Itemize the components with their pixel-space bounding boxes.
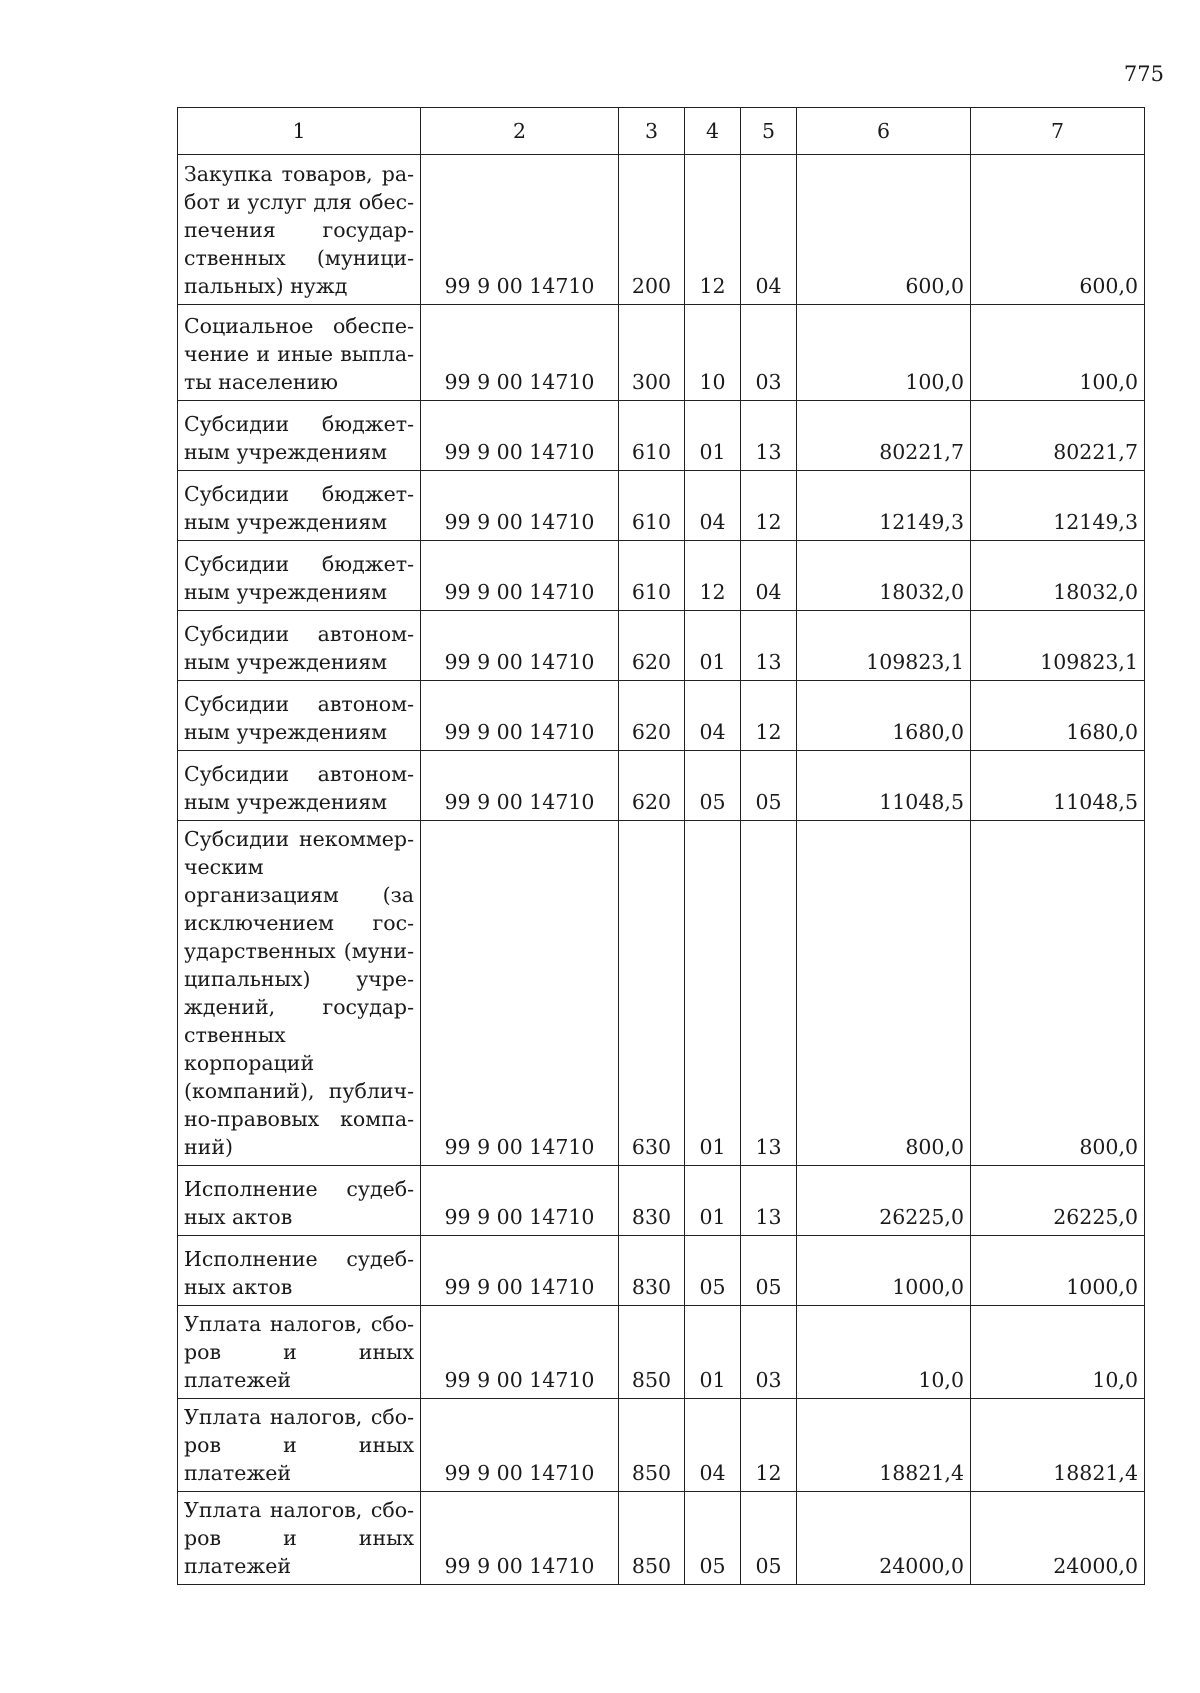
budget-table — [177, 107, 1145, 1585]
target-code-cell: 99 9 00 14710 — [421, 305, 619, 401]
amount-cell: 100,0 — [797, 305, 971, 401]
table-row — [178, 155, 1145, 305]
column-header: 1 — [178, 108, 421, 155]
expense-name-cell: Субсидии некоммерческим организациям (за исключением государственных (муниципальных) учреждений, государственных корпораций (компаний), публично-правовых компаний) — [178, 821, 421, 1166]
expense-type-cell: 200 — [619, 155, 685, 305]
expense-name-cell: Исполнение судебных актов — [178, 1166, 421, 1236]
amount-cell: 1000,0 — [797, 1236, 971, 1306]
amount-cell: 1680,0 — [971, 681, 1145, 751]
expense-type-cell: 850 — [619, 1399, 685, 1492]
section-cell: 12 — [685, 541, 741, 611]
subsection-cell: 03 — [741, 305, 797, 401]
amount-cell: 80221,7 — [797, 401, 971, 471]
amount-cell: 12149,3 — [971, 471, 1145, 541]
amount-cell: 26225,0 — [797, 1166, 971, 1236]
target-code-cell: 99 9 00 14710 — [421, 821, 619, 1166]
expense-type-cell: 850 — [619, 1492, 685, 1585]
table-row — [178, 1166, 1145, 1236]
subsection-cell: 05 — [741, 751, 797, 821]
amount-cell: 24000,0 — [797, 1492, 971, 1585]
table-row — [178, 1306, 1145, 1399]
table-row — [178, 611, 1145, 681]
expense-name-cell: Субсидии бюджетным учреждениям — [178, 401, 421, 471]
target-code-cell: 99 9 00 14710 — [421, 1236, 619, 1306]
target-code-cell: 99 9 00 14710 — [421, 471, 619, 541]
section-cell: 05 — [685, 1236, 741, 1306]
column-header: 5 — [741, 108, 797, 155]
amount-cell: 24000,0 — [971, 1492, 1145, 1585]
amount-cell: 600,0 — [797, 155, 971, 305]
amount-cell: 1680,0 — [797, 681, 971, 751]
section-cell: 01 — [685, 1166, 741, 1236]
amount-cell: 109823,1 — [971, 611, 1145, 681]
target-code-cell: 99 9 00 14710 — [421, 1492, 619, 1585]
amount-cell: 600,0 — [971, 155, 1145, 305]
expense-type-cell: 620 — [619, 611, 685, 681]
header-row — [178, 108, 1145, 155]
expense-name-cell: Субсидии автономным учреждениям — [178, 681, 421, 751]
subsection-cell: 12 — [741, 471, 797, 541]
table-row — [178, 821, 1145, 1166]
subsection-cell: 13 — [741, 401, 797, 471]
section-cell: 01 — [685, 821, 741, 1166]
subsection-cell: 05 — [741, 1236, 797, 1306]
expense-type-cell: 830 — [619, 1166, 685, 1236]
amount-cell: 26225,0 — [971, 1166, 1145, 1236]
subsection-cell: 13 — [741, 1166, 797, 1236]
table-row — [178, 1399, 1145, 1492]
expense-type-cell: 620 — [619, 751, 685, 821]
subsection-cell: 04 — [741, 155, 797, 305]
target-code-cell: 99 9 00 14710 — [421, 155, 619, 305]
page-number: 775 — [1123, 62, 1164, 86]
amount-cell: 11048,5 — [797, 751, 971, 821]
expense-name-cell: Исполнение судебных актов — [178, 1236, 421, 1306]
expense-type-cell: 300 — [619, 305, 685, 401]
amount-cell: 18032,0 — [797, 541, 971, 611]
expense-name-cell: Уплата налогов, сборов и иных платежей — [178, 1399, 421, 1492]
target-code-cell: 99 9 00 14710 — [421, 611, 619, 681]
section-cell: 05 — [685, 1492, 741, 1585]
subsection-cell: 04 — [741, 541, 797, 611]
expense-name-cell: Субсидии бюджетным учреждениям — [178, 471, 421, 541]
expense-type-cell: 610 — [619, 541, 685, 611]
subsection-cell: 03 — [741, 1306, 797, 1399]
table-row — [178, 541, 1145, 611]
target-code-cell: 99 9 00 14710 — [421, 1166, 619, 1236]
amount-cell: 18821,4 — [971, 1399, 1145, 1492]
section-cell: 04 — [685, 681, 741, 751]
table-row — [178, 471, 1145, 541]
amount-cell: 800,0 — [971, 821, 1145, 1166]
subsection-cell: 13 — [741, 611, 797, 681]
expense-name-cell: Уплата налогов, сборов и иных платежей — [178, 1306, 421, 1399]
amount-cell: 11048,5 — [971, 751, 1145, 821]
target-code-cell: 99 9 00 14710 — [421, 1306, 619, 1399]
expense-name-cell: Социальное обеспечение и иные выплаты населению — [178, 305, 421, 401]
table-row — [178, 1492, 1145, 1585]
table-row — [178, 751, 1145, 821]
target-code-cell: 99 9 00 14710 — [421, 751, 619, 821]
column-header: 6 — [797, 108, 971, 155]
amount-cell: 80221,7 — [971, 401, 1145, 471]
expense-type-cell: 610 — [619, 401, 685, 471]
amount-cell: 800,0 — [797, 821, 971, 1166]
expense-name-cell: Субсидии автономным учреждениям — [178, 751, 421, 821]
expense-type-cell: 850 — [619, 1306, 685, 1399]
amount-cell: 12149,3 — [797, 471, 971, 541]
column-header: 2 — [421, 108, 619, 155]
table-row — [178, 401, 1145, 471]
expense-type-cell: 830 — [619, 1236, 685, 1306]
expense-type-cell: 620 — [619, 681, 685, 751]
target-code-cell: 99 9 00 14710 — [421, 1399, 619, 1492]
amount-cell: 109823,1 — [797, 611, 971, 681]
amount-cell: 18821,4 — [797, 1399, 971, 1492]
subsection-cell: 13 — [741, 821, 797, 1166]
section-cell: 01 — [685, 1306, 741, 1399]
column-header: 4 — [685, 108, 741, 155]
section-cell: 12 — [685, 155, 741, 305]
expense-type-cell: 610 — [619, 471, 685, 541]
amount-cell: 1000,0 — [971, 1236, 1145, 1306]
amount-cell: 10,0 — [797, 1306, 971, 1399]
section-cell: 10 — [685, 305, 741, 401]
subsection-cell: 05 — [741, 1492, 797, 1585]
section-cell: 01 — [685, 401, 741, 471]
table-row — [178, 681, 1145, 751]
table-row — [178, 305, 1145, 401]
target-code-cell: 99 9 00 14710 — [421, 681, 619, 751]
amount-cell: 100,0 — [971, 305, 1145, 401]
table-row — [178, 1236, 1145, 1306]
section-cell: 01 — [685, 611, 741, 681]
subsection-cell: 12 — [741, 1399, 797, 1492]
target-code-cell: 99 9 00 14710 — [421, 401, 619, 471]
expense-type-cell: 630 — [619, 821, 685, 1166]
section-cell: 04 — [685, 471, 741, 541]
section-cell: 04 — [685, 1399, 741, 1492]
expense-name-cell: Субсидии бюджетным учреждениям — [178, 541, 421, 611]
subsection-cell: 12 — [741, 681, 797, 751]
amount-cell: 18032,0 — [971, 541, 1145, 611]
expense-name-cell: Субсидии автономным учреждениям — [178, 611, 421, 681]
target-code-cell: 99 9 00 14710 — [421, 541, 619, 611]
expense-name-cell: Закупка товаров, работ и услуг для обеспечения государственных (муниципальных) нужд — [178, 155, 421, 305]
column-header: 7 — [971, 108, 1145, 155]
amount-cell: 10,0 — [971, 1306, 1145, 1399]
expense-name-cell: Уплата налогов, сборов и иных платежей — [178, 1492, 421, 1585]
section-cell: 05 — [685, 751, 741, 821]
column-header: 3 — [619, 108, 685, 155]
